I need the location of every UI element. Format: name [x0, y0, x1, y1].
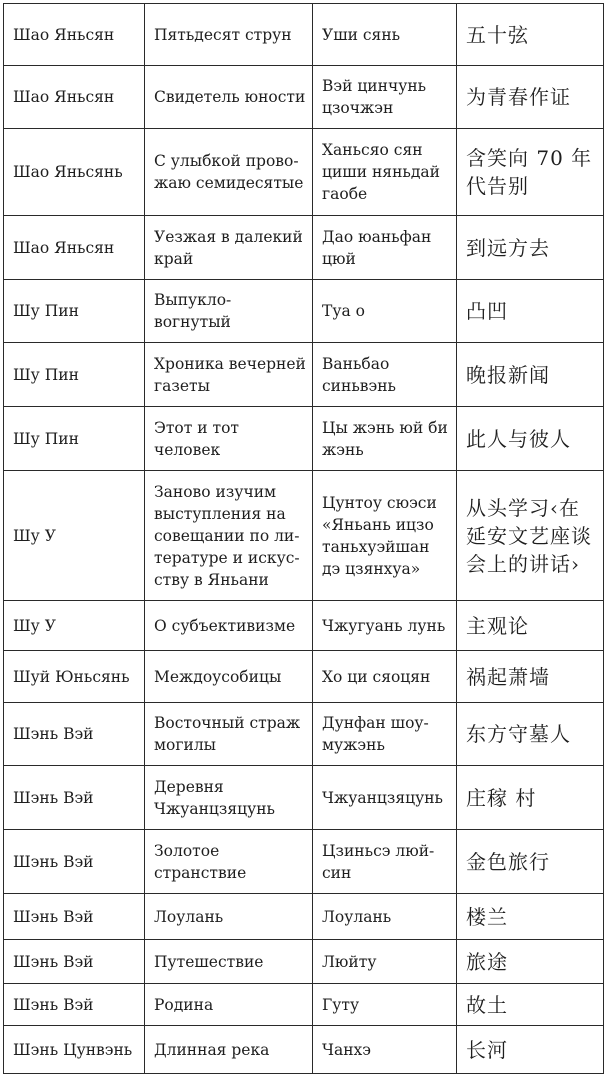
- title-zh-cell: 东方守墓人: [457, 703, 604, 766]
- author-cell: Шэнь Вэй: [4, 984, 145, 1026]
- translit-cell: Цы жэнь юй би жэнь: [313, 407, 457, 471]
- table-row: [4, 129, 604, 216]
- title-zh-cell: 长河: [457, 1026, 604, 1074]
- author-cell: Шу Пин: [4, 407, 145, 471]
- title-ru-cell: Хроника вечерней газеты: [145, 343, 313, 407]
- author-cell: Шу Пин: [4, 343, 145, 407]
- title-ru-cell: Восточный страж могилы: [145, 703, 313, 766]
- title-zh-cell: 此人与彼人: [457, 407, 604, 471]
- table-row: [4, 940, 604, 984]
- translit-cell: Гуту: [313, 984, 457, 1026]
- title-zh-cell: 祸起萧墙: [457, 651, 604, 703]
- author-cell: Шу У: [4, 471, 145, 601]
- title-ru-cell: Лоулань: [145, 894, 313, 940]
- author-cell: Шэнь Цунвэнь: [4, 1026, 145, 1074]
- title-zh-cell: 庄稼 村: [457, 766, 604, 830]
- author-cell: Шэнь Вэй: [4, 894, 145, 940]
- title-ru-cell: О субъективизме: [145, 601, 313, 651]
- author-cell: Шао Яньсян: [4, 4, 145, 66]
- author-cell: Шао Яньсян: [4, 216, 145, 280]
- table-row: [4, 4, 604, 66]
- title-ru-cell: Путешествие: [145, 940, 313, 984]
- title-ru-cell: Родина: [145, 984, 313, 1026]
- translit-cell: Чжугуань лунь: [313, 601, 457, 651]
- title-zh-cell: 金色旅行: [457, 830, 604, 894]
- table-row: [4, 280, 604, 343]
- table-row: [4, 766, 604, 830]
- title-zh-cell: 主观论: [457, 601, 604, 651]
- translit-cell: Цунтоу сюэси «Яньань ицзо таньхуэйшан дэ цзянхуа»: [313, 471, 457, 601]
- title-zh-cell: 旅途: [457, 940, 604, 984]
- title-zh-cell: 从头学习‹在延安文艺座谈会上的讲话›: [457, 471, 604, 601]
- title-ru-cell: Междоусобицы: [145, 651, 313, 703]
- table-row: [4, 984, 604, 1026]
- title-ru-cell: Этот и тот человек: [145, 407, 313, 471]
- translit-cell: Цзиньсэ люй-син: [313, 830, 457, 894]
- author-cell: Шуй Юньсянь: [4, 651, 145, 703]
- title-zh-cell: 晚报新闻: [457, 343, 604, 407]
- title-ru-cell: Золотое странствие: [145, 830, 313, 894]
- table-row: [4, 651, 604, 703]
- translit-cell: Лоулань: [313, 894, 457, 940]
- table-row: [4, 343, 604, 407]
- table-row: [4, 703, 604, 766]
- title-zh-cell: 五十弦: [457, 4, 604, 66]
- translit-cell: Чанхэ: [313, 1026, 457, 1074]
- title-ru-cell: С улыбкой прово-жаю семидесятые: [145, 129, 313, 216]
- author-cell: Шэнь Вэй: [4, 940, 145, 984]
- title-zh-cell: 凸凹: [457, 280, 604, 343]
- title-zh-cell: 楼兰: [457, 894, 604, 940]
- title-zh-cell: 含笑向 70 年代告别: [457, 129, 604, 216]
- title-ru-cell: Выпукло-вогнутый: [145, 280, 313, 343]
- author-cell: Шао Яньсян: [4, 66, 145, 129]
- title-zh-cell: 故土: [457, 984, 604, 1026]
- title-zh-cell: 为青春作证: [457, 66, 604, 129]
- translit-cell: Хо ци сяоцян: [313, 651, 457, 703]
- author-cell: Шэнь Вэй: [4, 830, 145, 894]
- title-ru-cell: Свидетель юности: [145, 66, 313, 129]
- table-row: [4, 601, 604, 651]
- translit-cell: Чжуанцзяцунь: [313, 766, 457, 830]
- table-row: [4, 471, 604, 601]
- author-cell: Шэнь Вэй: [4, 703, 145, 766]
- title-ru-cell: Заново изучим выступления на совещании по ли-тературе и искус-ству в Яньани: [145, 471, 313, 601]
- table-row: [4, 407, 604, 471]
- author-cell: Шу У: [4, 601, 145, 651]
- table-row: [4, 66, 604, 129]
- translit-cell: Ваньбао синьвэнь: [313, 343, 457, 407]
- author-cell: Шао Яньсянь: [4, 129, 145, 216]
- translit-cell: Уши сянь: [313, 4, 457, 66]
- title-ru-cell: Длинная река: [145, 1026, 313, 1074]
- author-cell: Шэнь Вэй: [4, 766, 145, 830]
- table-row: [4, 894, 604, 940]
- table-row: [4, 216, 604, 280]
- translit-cell: Вэй цинчунь цзочжэн: [313, 66, 457, 129]
- translit-cell: Туа о: [313, 280, 457, 343]
- title-ru-cell: Деревня Чжуанцзяцунь: [145, 766, 313, 830]
- translit-cell: Дао юаньфан цюй: [313, 216, 457, 280]
- translit-cell: Ханьсяо сян циши няньдай гаобе: [313, 129, 457, 216]
- translit-cell: Люйту: [313, 940, 457, 984]
- title-zh-cell: 到远方去: [457, 216, 604, 280]
- table-row: [4, 830, 604, 894]
- table-row: [4, 1026, 604, 1074]
- author-cell: Шу Пин: [4, 280, 145, 343]
- translit-cell: Дунфан шоу-мужэнь: [313, 703, 457, 766]
- title-ru-cell: Пятьдесят струн: [145, 4, 313, 66]
- title-ru-cell: Уезжая в далекий край: [145, 216, 313, 280]
- works-table: [3, 3, 604, 1074]
